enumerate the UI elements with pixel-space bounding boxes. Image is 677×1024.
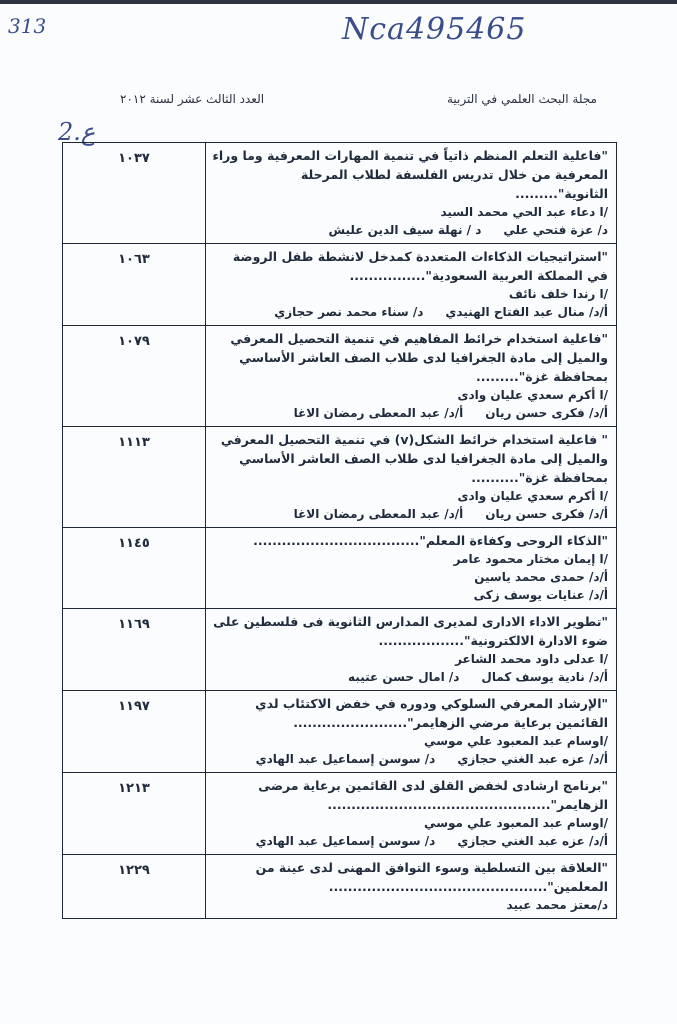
page-number: ١١١٣ <box>63 427 206 528</box>
issue-info: العدد الثالث عشر لسنة ٢٠١٢ <box>120 92 265 106</box>
supervisor-line <box>212 750 608 768</box>
contents-table <box>62 142 617 919</box>
supervisor-name: أ/د/ عزه عبد الغني حجازي <box>457 752 608 766</box>
author-name: /ا رندا خلف نائف <box>508 287 608 301</box>
author-list <box>212 896 608 914</box>
author-name: /ا إيمان مختار محمود عامر <box>453 552 608 566</box>
article-title: " فاعلية استخدام خرائط الشكل(v) في تنمية التحصيل المعرفي والميل إلى مادة الجغرافيا لدى طلاب الصف العاشر الأساسي بمحافظة غزة".......... <box>220 432 608 485</box>
author-name: أ/د/ حمدى محمد ياسين <box>474 570 608 584</box>
supervisor-line <box>212 505 608 523</box>
author-list <box>212 550 608 604</box>
supervisor-name: أ/د/ عزه عبد الغني حجازي <box>457 834 608 848</box>
contents-row <box>63 855 617 919</box>
author-list <box>212 650 608 686</box>
supervisor-name: أ/د/ عنايات يوسف زكى <box>473 588 608 602</box>
contents-row <box>63 427 617 528</box>
article-title: "العلاقة بين التسلطية وسوء التوافق المهنى لدى عينة من المعلمين".............................................. <box>255 860 608 894</box>
supervisor-name: أ/د/ عبد المعطى رمضان الاغا <box>293 507 464 521</box>
article-title: "الذكاء الروحى وكفاءة المعلم"................................... <box>253 533 608 548</box>
contents-row <box>63 143 617 244</box>
author-name: /ا دعاء عبد الحي محمد السيد <box>440 205 608 219</box>
contents-row <box>63 326 617 427</box>
author-list <box>212 487 608 523</box>
page-number: ١٠٧٩ <box>63 326 206 427</box>
supervisor-name: د / نهلة سيف الدين عليش <box>328 223 482 237</box>
supervisor-name: د/ سوسن إسماعيل عبد الهادي <box>255 752 436 766</box>
supervisor-line <box>212 404 608 422</box>
handwritten-reference-number: Nca495465 <box>342 12 527 47</box>
author-name: /ا أكرم سعدي عليان وادى <box>457 489 608 503</box>
supervisor-name: أ/د/ منال عبد الفتاح الهنيدي <box>445 305 608 319</box>
article-title: "برنامج ارشادى لخفض القلق لدى القائمين برعاية مرضى الزهايمر"............................................... <box>258 778 608 812</box>
supervisor-name: د/ امال حسن عتيبه <box>348 670 460 684</box>
article-title: "فاعلية التعلم المنظم ذاتياً في تنمية المهارات المعرفية وما وراء المعرفية من خلال تدريس الفلسفة لطلاب المرحلة الثانوية"......... <box>212 148 608 201</box>
supervisor-name: أ/د/ فكرى حسن ريان <box>485 507 608 521</box>
supervisor-line <box>212 221 608 239</box>
supervisor-line <box>212 303 608 321</box>
author-name: /اوسام عبد المعبود علي موسي <box>424 816 608 830</box>
page-number: ١١٤٥ <box>63 528 206 609</box>
supervisor-line <box>212 832 608 850</box>
author-list <box>212 814 608 850</box>
author-list <box>212 285 608 321</box>
supervisor-name: د/ سناء محمد نصر حجازي <box>274 305 424 319</box>
entry-cell <box>206 609 617 691</box>
supervisor-line <box>212 586 608 604</box>
entry-cell <box>206 528 617 609</box>
article-title: "فاعلية استخدام خرائط المفاهيم في تنمية التحصيل المعرفي والميل إلى مادة الجغرافيا لدى طلاب الصف العاشر الأساسي بمحافظة غزة"......... <box>230 331 608 384</box>
supervisor-name: أ/د/ عبد المعطى رمضان الاغا <box>293 406 464 420</box>
author-name: /ا عدلى داود محمد الشاعر <box>455 652 608 666</box>
article-title: "استراتيجيات الذكاءات المتعددة كمدخل لانشطة طفل الروضة في المملكة العربية السعودية"................ <box>232 249 608 283</box>
supervisor-name: أ/د/ نادية يوسف كمال <box>481 670 608 684</box>
entry-cell <box>206 855 617 919</box>
contents-row <box>63 691 617 773</box>
entry-cell <box>206 691 617 773</box>
handwritten-page-count: 313 <box>8 14 47 38</box>
contents-row <box>63 773 617 855</box>
page-number: ١٢٢٩ <box>63 855 206 919</box>
handwritten-section-mark: 2.ع <box>58 118 96 146</box>
page-number: ١١٦٩ <box>63 609 206 691</box>
author-list <box>212 732 608 768</box>
article-title: "تطوير الاداء الادارى لمديرى المدارس الثانوية فى فلسطين على ضوء الادارة الالكترونية".................. <box>213 614 608 648</box>
entry-cell <box>206 326 617 427</box>
entry-cell <box>206 773 617 855</box>
article-title: "الإرشاد المعرفي السلوكي ودوره في خفض الاكتئاب لدي القائمين برعاية مرضي الزهايمر"........................ <box>255 696 608 730</box>
author-name: د/معتز محمد عبيد <box>506 898 608 912</box>
page-number: ١٠٣٧ <box>63 143 206 244</box>
author-list <box>212 203 608 239</box>
author-name: /ا أكرم سعدي عليان وادى <box>457 388 608 402</box>
entry-cell <box>206 244 617 326</box>
contents-row <box>63 528 617 609</box>
author-name: /اوسام عبد المعبود علي موسي <box>424 734 608 748</box>
supervisor-name: أ/د/ فكرى حسن ريان <box>485 406 608 420</box>
page-number: ١٢١٣ <box>63 773 206 855</box>
supervisor-name: د/ عزة فتحي علي <box>503 223 608 237</box>
page-number: ١٠٦٣ <box>63 244 206 326</box>
scan-top-edge <box>0 0 677 4</box>
entry-cell <box>206 427 617 528</box>
journal-title: مجلة البحث العلمي في التربية <box>446 92 597 106</box>
contents-row <box>63 609 617 691</box>
entry-cell <box>206 143 617 244</box>
contents-row <box>63 244 617 326</box>
supervisor-line <box>212 668 608 686</box>
author-list <box>212 386 608 422</box>
page-number: ١١٩٧ <box>63 691 206 773</box>
supervisor-name: د/ سوسن إسماعيل عبد الهادي <box>255 834 436 848</box>
